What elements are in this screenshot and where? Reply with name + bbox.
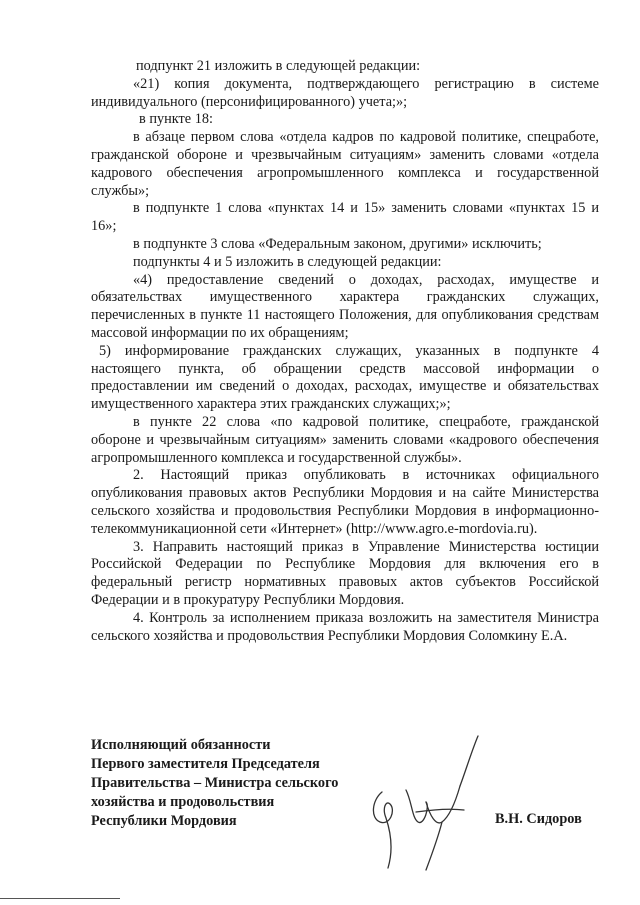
- paragraph-13: 4. Контроль за исполнением приказа возложить на заместителя Министра сельского хозяйства и продовольствия Республики Мордовия Соломкину Е.А.: [91, 609, 599, 644]
- footer-divider: [0, 898, 120, 899]
- paragraph-7: подпункты 4 и 5 изложить в следующей редакции:: [133, 253, 442, 270]
- signatory-title: [91, 736, 371, 831]
- paragraph-2: «21) копия документа, подтверждающего регистрацию в системе индивидуального (персонифицированного) учета;»;: [91, 75, 599, 110]
- signatory-title-line: Исполняющий обязанности: [91, 737, 271, 753]
- document-body: [91, 58, 599, 645]
- paragraph-10: в пункте 22 слова «по кадровой политике, спецработе, гражданской обороне и чрезвычайным ситуациям» заменить словами «кадрового обеспечения агропромышленного комплекса и государственной службы».: [91, 413, 599, 466]
- handwritten-signature: [360, 730, 500, 880]
- paragraph-11: 2. Настоящий приказ опубликовать в источниках официального опубликования правовых актов Республики Мордовия и на сайте Министерства сельского хозяйства и продовольствия Республики Мордовия в информационно-телекоммуникационной сети «Интернет» (http://www.agro.e-mordovia.ru).: [91, 467, 599, 537]
- paragraph-1: подпункт 21 изложить в следующей редакции:: [136, 58, 421, 74]
- signatory-title-line: Первого заместителя Председателя: [91, 756, 320, 772]
- paragraph-3: в пункте 18:: [139, 111, 213, 128]
- paragraph-4: в абзаце первом слова «отдела кадров по кадровой политике, спецработе, гражданской обороне и чрезвычайным ситуациям» заменить словами «отдела кадрового обеспечения агропромышленного комплекса и государственной службы»;: [91, 129, 599, 199]
- signatory-title-line: Республики Мордовия: [91, 813, 237, 829]
- signatory-title-line: хозяйства и продовольствия: [91, 794, 275, 810]
- paragraph-6: в подпункте 3 слова «Федеральным законом, другими» исключить;: [133, 235, 542, 252]
- paragraph-5: в подпункте 1 слова «пунктах 14 и 15» заменить словами «пунктах 15 и 16»;: [91, 200, 599, 235]
- paragraph-9: 5) информирование гражданских служащих, указанных в подпункте 4 настоящего пункта, об обращении средств массовой информации о предоставлении им сведений о доходах, расходах, имуществе и обязательствах имущественного характера этих гражданских служащих;»;: [91, 342, 599, 413]
- paragraph-8: «4) предоставление сведений о доходах, расходах, имуществе и обязательствах имущественного характера гражданских служащих, перечисленных в пункте 11 настоящего Положения, для опубликования средствам массовой информации по их обращениям;: [91, 271, 599, 341]
- signatory-title-line: Правительства – Министра сельского: [91, 775, 339, 791]
- paragraph-12: 3. Направить настоящий приказ в Управление Министерства юстиции Российской Федерации по Республике Мордовия для включения его в федеральный регистр нормативных правовых актов субъектов Российской Федерации и в прокуратуру Республики Мордовия.: [91, 538, 599, 608]
- signatory-name: В.Н. Сидоров: [495, 811, 582, 827]
